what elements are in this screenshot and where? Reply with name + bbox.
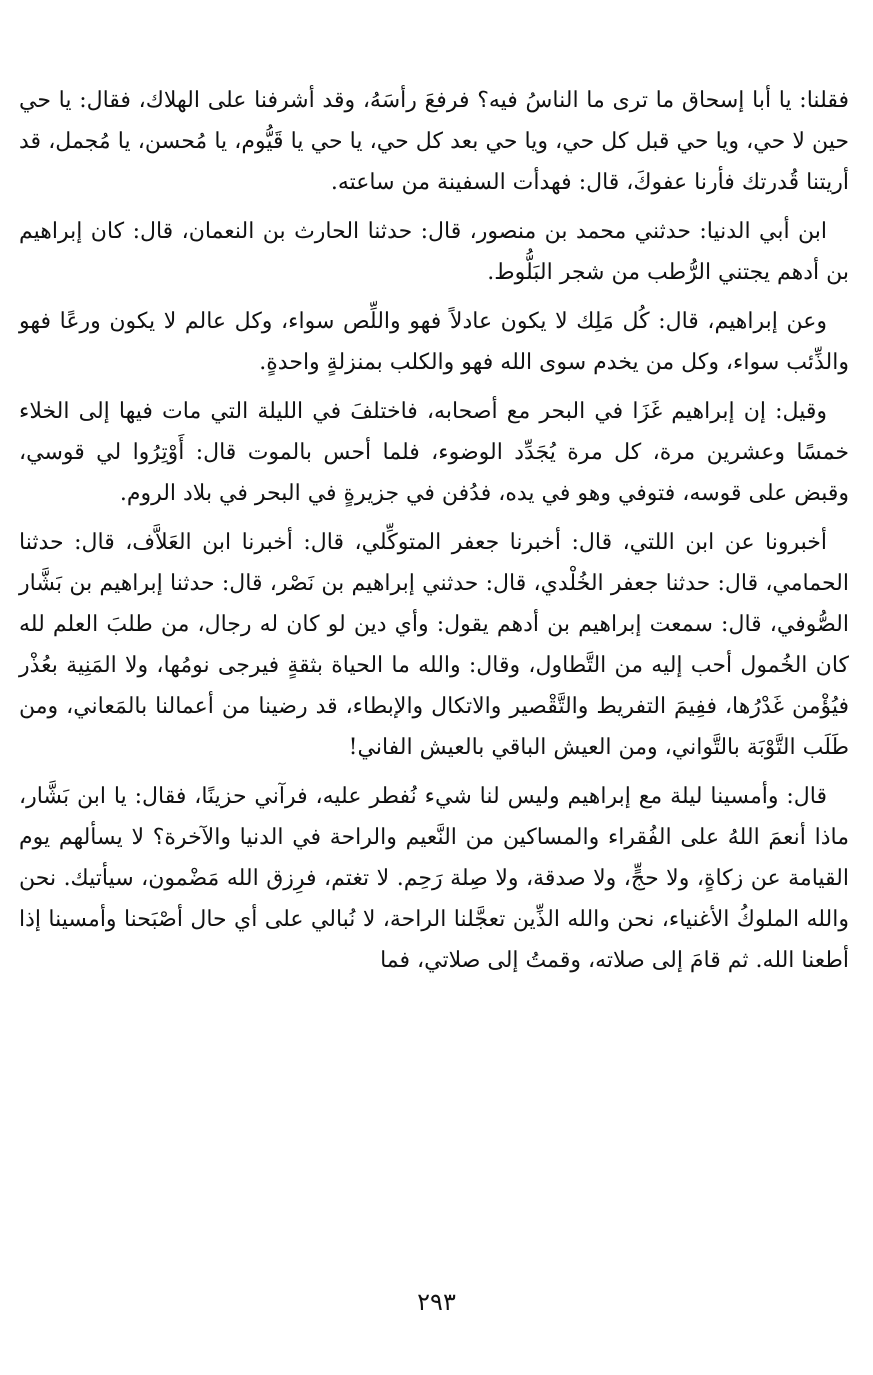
- paragraph-2: ابن أبي الدنيا: حدثني محمد بن منصور، قال: حدثنا الحارث بن النعمان، قال: كان إبراهيم بن أدهم يجتني الرُّطب من شجر البَلُّوط.: [19, 219, 849, 285]
- paragraph-6: قال: وأمسينا ليلة مع إبراهيم وليس لنا شيء نُفطر عليه، فرآني حزينًا، فقال: يا ابن بَشَّار، ماذا أنعمَ اللهُ على الفُقراء والمساكين من النَّعيم والراحة في الدنيا والآخرة؟ لا يسألهم يوم القيامة عن زكاةٍ، ولا حجٍّ، ولا صدقة، ولا صِلة رَحِم. لا تغتم، فرِزق الله مَضْمون، سيأتيك. نحن والله الملوكُ الأغنياء، نحن والله الذِّين تعجَّلنا الراحة، لا نُبالي على أي حال أصْبَحنا وأمسينا إذا أطعنا الله. ثم قامَ إلى صلاته، وقمتُ إلى صلاتي، فما: [19, 784, 849, 973]
- page-number: ٢٩٣: [417, 1288, 456, 1316]
- paragraph-1: فقلنا: يا أبا إسحاق ما ترى ما الناسُ فيه؟ فرفعَ رأسَهُ، وقد أشرفنا على الهلاك، فقال: يا حي حين لا حي، ويا حي قبل كل حي، ويا حي بعد كل حي، يا حي يا قَيُّوم، يا مُحسن، يا مُجمل، قد أريتنا قُدرتك فأرنا عفوكَ، قال: فهدأت السفينة من ساعته.: [19, 88, 849, 195]
- paragraph-5: أخبرونا عن ابن اللتي، قال: أخبرنا جعفر المتوكِّلي، قال: أخبرنا ابن العَلاَّف، قال: حدثنا الحمامي، قال: حدثنا جعفر الخُلْدي، قال: حدثني إبراهيم بن نَصْر، قال: حدثنا إبراهيم بن بَشَّار الصُّوفي، قال: سمعت إبراهيم بن أدهم يقول: وأي دين لو كان له رجال، من طلبَ العلم لله كان الخُمول أحب إليه من التَّطاول، وقال: والله ما الحياة بثقةٍ فيرجى نومُها، ولا المَنِية بعُذْر فيُؤْمن غَدْرُها، ففِيمَ التفريط والتَّقْصير والاتكال والإبطاء، قد رضينا من أعمالنا بالمَعاني، ومن طَلَب التَّوْبَة بالتَّواني، ومن العيش الباقي بالعيش الفاني!: [19, 530, 849, 760]
- paragraph-4: وقيل: إن إبراهيم غَزَا في البحر مع أصحابه، فاختلفَ في الليلة التي مات فيها إلى الخلاء خمسًا وعشرين مرة، كل مرة يُجَدِّد الوضوء، فلما أحس بالموت قال: أَوْتِرُوا لي قوسي، وقبض على قوسه، فتوفي وهو في يده، فدُفن في جزيرةٍ في البحر في بلاد الروم.: [19, 399, 849, 506]
- paragraph-3: وعن إبراهيم، قال: كُل مَلِك لا يكون عادلاً فهو واللِّص سواء، وكل عالم لا يكون ورعًا فهو والذِّئب سواء، وكل من يخدم سوى الله فهو والكلب بمنزلةٍ واحدةٍ.: [19, 309, 849, 375]
- page-body: [19, 80, 849, 989]
